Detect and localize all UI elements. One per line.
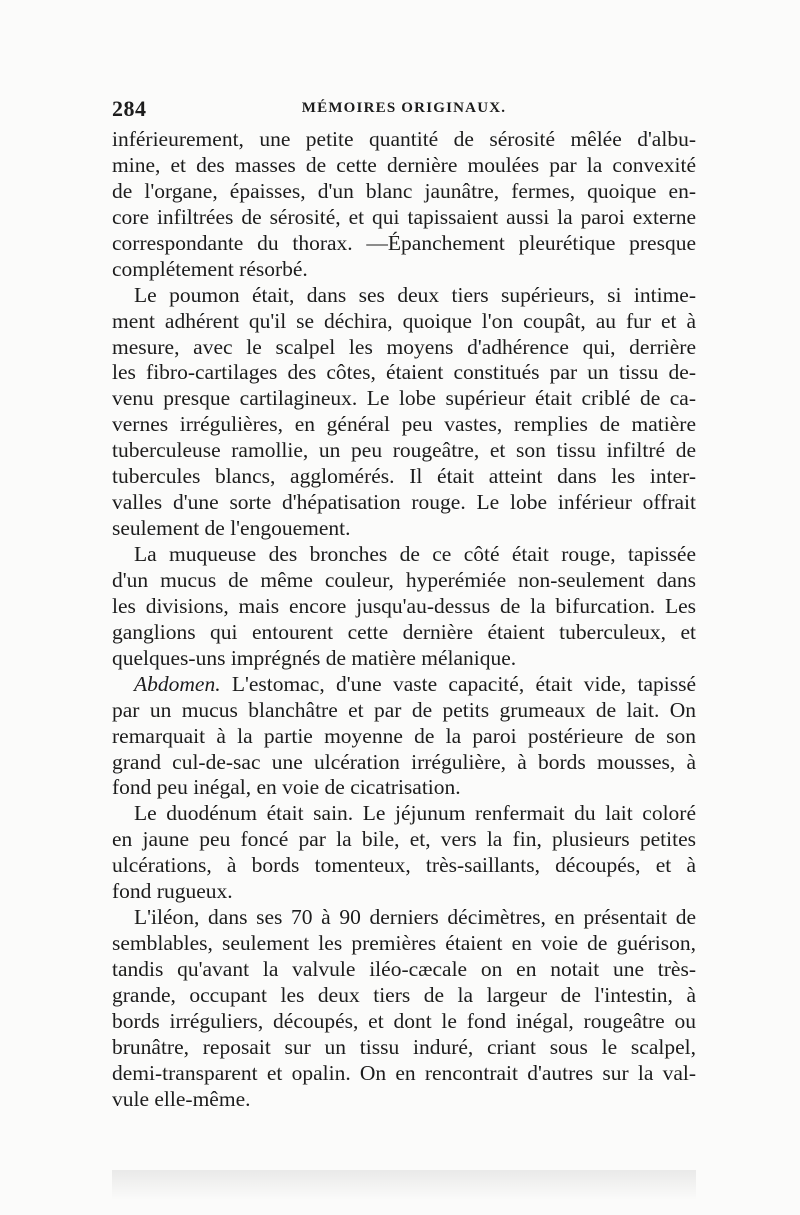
text-line: mesure, avec le scalpel les moyens d'adhérence qui, derrière — [112, 334, 696, 359]
text-line: valles d'une sorte d'hépatisation rouge. Le lobe inférieur offrait — [112, 490, 696, 515]
text-line: les fibro-cartilages des côtes, étaient constitués par un tissu de- — [112, 360, 696, 385]
body-text — [112, 127, 696, 1113]
text-line: quelques-uns imprégnés de matière mélanique. — [112, 645, 517, 670]
text-line: semblables, seulement les premières étaient en voie de guérison, — [112, 931, 696, 956]
text-line: fond peu inégal, en voie de cicatrisation. — [112, 775, 461, 800]
text-line: tuberculeuse ramollie, un peu rougeâtre, et son tissu infiltré de — [112, 438, 696, 463]
text-line: par un mucus blanchâtre et par de petits grumeaux de lait. On — [112, 697, 696, 722]
text-line: les divisions, mais encore jusqu'au-dessus de la bifurcation. Les — [112, 593, 696, 618]
text-line: ulcérations, à bords tomenteux, très-saillants, découpés, et à — [112, 853, 696, 878]
page-header — [112, 96, 696, 126]
text-line: en jaune peu foncé par la bile, et, vers la fin, plusieurs petites — [112, 827, 696, 852]
text-line: de l'organe, épaisses, d'un blanc jaunâtre, fermes, quoique en- — [112, 178, 696, 203]
text-line: inférieurement, une petite quantité de sérosité mêlée d'albu- — [112, 127, 696, 151]
text-line: tandis qu'avant la valvule iléo-cæcale on en notait une très- — [112, 957, 696, 981]
text-line: complétement résorbé. — [112, 256, 308, 281]
text-line: remarquait à la partie moyenne de la paroi postérieure de son — [112, 723, 696, 748]
text-line — [112, 672, 696, 698]
text-line: vule elle-même. — [112, 1086, 251, 1111]
text-line: La muqueuse des bronches de ce côté était rouge, tapissée — [134, 542, 696, 566]
text-line: demi-transparent et opalin. On en rencontrait d'autres sur la val- — [112, 1060, 696, 1085]
page-number: 284 — [112, 96, 147, 121]
text-line: mine, et des masses de cette dernière moulées par la convexité — [112, 152, 696, 177]
text-line: fond rugueux. — [112, 879, 233, 904]
text-line: d'un mucus de même couleur, hyperémiée non-seulement dans — [112, 567, 696, 592]
text-line: seulement de l'engouement. — [112, 516, 351, 541]
text-line: ganglions qui entourent cette dernière étaient tuberculeux, et — [112, 619, 696, 644]
text-line: Le duodénum était sain. Le jéjunum renfermait du lait coloré — [134, 801, 696, 826]
text-line: L'iléon, dans ses 70 à 90 derniers décimètres, en présentait de — [134, 905, 696, 930]
text-line: brunâtre, reposait sur un tissu induré, criant sous le scalpel, — [112, 1034, 696, 1059]
text-line: ment adhérent qu'il se déchira, quoique l'on coupât, au fur et à — [112, 308, 696, 333]
text-line: grande, occupant les deux tiers de la largeur de l'intestin, à — [112, 982, 696, 1007]
text-line: tubercules blancs, agglomérés. Il était atteint dans les inter- — [112, 464, 696, 489]
text-line: Le poumon était, dans ses deux tiers supérieurs, si intime- — [134, 282, 696, 307]
section-heading-abdomen: Abdomen. — [134, 671, 221, 696]
show-through-shadow — [112, 1170, 696, 1200]
text-line: core infiltrées de sérosité, et qui tapissaient aussi la paroi externe — [112, 204, 696, 229]
text-line: bords irréguliers, découpés, et dont le fond inégal, rougeâtre ou — [112, 1008, 696, 1033]
text-line-remainder: L'estomac, d'une vaste capacité, était vide, tapissé — [220, 671, 696, 696]
text-line: vernes irrégulières, en général peu vastes, remplies de matière — [112, 412, 696, 437]
text-line: venu presque cartilagineux. Le lobe supérieur était criblé de ca- — [112, 386, 696, 411]
running-title: MÉMOIRES ORIGINAUX. — [301, 100, 507, 116]
text-line: correspondante du thorax. —Épanchement pleurétique presque — [112, 230, 696, 255]
text-line: grand cul-de-sac une ulcération irrégulière, à bords mousses, à — [112, 749, 696, 774]
